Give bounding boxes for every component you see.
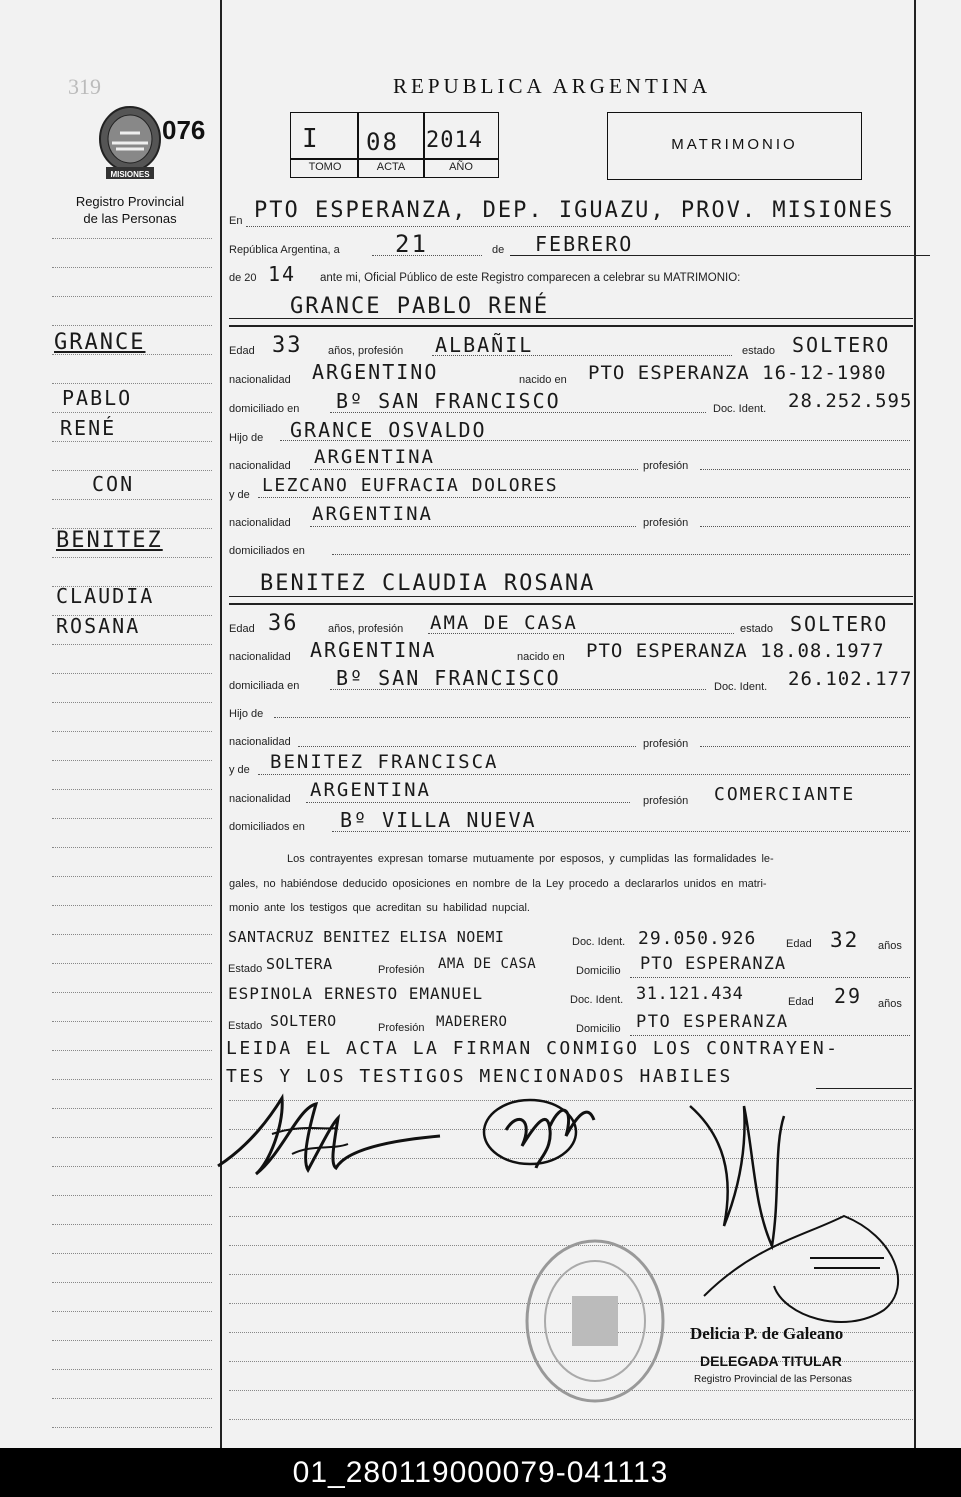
- margin-rule-line: [52, 847, 212, 848]
- bride-address-line: [330, 689, 706, 690]
- bride-father-prof-line: [700, 746, 910, 747]
- bride-mother-nat-line: [306, 802, 630, 803]
- groom-father-line: [280, 440, 910, 441]
- margin-rule-line: [52, 1224, 212, 1225]
- margin-rule-line: [52, 760, 212, 761]
- right-border: [914, 0, 916, 1448]
- margin-rule-line: [52, 557, 212, 558]
- margin-rule-line: [52, 702, 212, 703]
- witness1-profesion-label: Profesión: [378, 964, 425, 976]
- margin-rule-line: [52, 963, 212, 964]
- intro-text: ante mi, Oficial Público de este Registro comparecen a celebrar su MATRIMONIO:: [320, 272, 741, 284]
- margin-rule-line: [52, 441, 212, 442]
- margin-rule-line: [52, 1050, 212, 1051]
- official-seal-icon: [520, 1236, 670, 1406]
- bride-mother-prof-label: profesión: [643, 795, 689, 807]
- witness2-domicile: PTO ESPERANZA: [636, 1012, 789, 1032]
- acta-label: ACTA: [376, 161, 406, 173]
- margin-con: CON: [92, 472, 135, 496]
- bride-father-nat-label: nacionalidad: [229, 736, 291, 748]
- corner-mark: 319: [68, 74, 101, 99]
- witness1-domicile-line: [630, 977, 910, 978]
- bride-name: BENITEZ CLAUDIA ROSANA: [260, 571, 596, 596]
- groom-mother: LEZCANO EUFRACIA DOLORES: [262, 475, 559, 496]
- margin-rule-line: [52, 992, 212, 993]
- margin-rule-line: [52, 1282, 212, 1283]
- groom-nationality: ARGENTINO: [312, 360, 439, 384]
- groom-mother-nat-line: [310, 526, 636, 527]
- tomo-value: I: [302, 124, 320, 154]
- box-label-divider: [290, 158, 499, 160]
- bride-nationality: ARGENTINA: [310, 638, 437, 662]
- bride-domiciliada-label: domiciliada en: [229, 680, 300, 692]
- bride-mother-nat-label: nacionalidad: [229, 793, 291, 805]
- bride-mother-line: [258, 774, 910, 775]
- margin-rule-line: [52, 499, 212, 500]
- witness2-domicilio-label: Domicilio: [576, 1023, 621, 1035]
- margin-divider: [220, 0, 222, 1448]
- witness2-domicile-line: [630, 1035, 910, 1036]
- groom-domiciliados-label: domiciliados en: [229, 545, 305, 557]
- bride-father-line: [274, 717, 910, 718]
- province-seal: [96, 103, 164, 183]
- groom-nacido-label: nacido en: [519, 374, 567, 386]
- year-suffix: 14: [268, 262, 297, 286]
- registry-name-line1: Registro Provincial: [75, 194, 185, 209]
- ano-value: 2014: [426, 128, 483, 153]
- margin-bride-name2: ROSANA: [56, 614, 141, 638]
- groom-doc: 28.252.595: [788, 390, 913, 412]
- bride-edad-label: Edad: [229, 623, 255, 635]
- witness1-edad-label: Edad: [786, 938, 812, 950]
- margin-rule-line: [52, 325, 212, 326]
- month-value: FEBRERO: [535, 232, 634, 256]
- groom-edad-label: Edad: [229, 345, 255, 357]
- registry-name: [40, 193, 220, 227]
- country-title: REPUBLICA ARGENTINA: [393, 74, 712, 98]
- bride-mother-profession: COMERCIANTE: [714, 784, 856, 805]
- place-value: PTO ESPERANZA, DEP. IGUAZU, PROV. MISIONES: [254, 198, 895, 223]
- ano-label: AÑO: [449, 161, 473, 173]
- signature-witness-icon: [684, 1096, 914, 1336]
- margin-rule-line: [52, 383, 212, 384]
- groom-domiciliado-label: domiciliado en: [229, 403, 300, 415]
- bride-nacionalidad-label: nacionalidad: [229, 651, 291, 663]
- witness2-name: ESPINOLA ERNESTO EMANUEL: [228, 984, 484, 1003]
- margin-rule-line: [52, 644, 212, 645]
- groom-doc-label: Doc. Ident.: [713, 403, 767, 415]
- witness1-profession: AMA DE CASA: [438, 956, 537, 972]
- margin-rule-line: [52, 1195, 212, 1196]
- witness2-edad-label: Edad: [788, 996, 814, 1008]
- place-line: [246, 226, 910, 227]
- bride-estado: SOLTERO: [790, 612, 889, 636]
- bride-father-prof-label: profesión: [643, 738, 689, 750]
- declaration-line3: monio ante los testigos que acreditan su habilidad nupcial.: [229, 902, 530, 914]
- bride-birth: PTO ESPERANZA 18.08.1977: [586, 640, 885, 662]
- tomo-label: TOMO: [308, 161, 342, 173]
- bride-estado-label: estado: [740, 623, 774, 635]
- margin-groom-name2: RENÉ: [60, 416, 117, 440]
- groom-mother-prof-label: profesión: [643, 517, 689, 529]
- margin-rule-line: [52, 1079, 212, 1080]
- margin-rule-line: [52, 1427, 212, 1428]
- closing-line2: TES Y LOS TESTIGOS MENCIONADOS HABILES: [226, 1066, 733, 1087]
- witness2-estado: SOLTERO: [270, 1012, 337, 1030]
- witness1-anos-label: años: [878, 940, 902, 952]
- groom-section-rule: [229, 325, 913, 327]
- margin-rule-line: [52, 1253, 212, 1254]
- year-prefix: de 20: [229, 272, 257, 284]
- margin-rule-line: [52, 470, 212, 471]
- groom-mother-prof-line: [700, 526, 910, 527]
- groom-profession-line: [432, 355, 732, 356]
- groom-mother-line: [258, 497, 910, 498]
- de-label: de: [492, 244, 505, 256]
- bride-domicile-line: [332, 831, 910, 832]
- official-office: Registro Provincial de las Personas: [694, 1374, 852, 1385]
- witness2-doc: 31.121.434: [636, 984, 744, 1004]
- signature-bride-icon: [478, 1090, 608, 1175]
- margin-rule-line: [52, 412, 212, 413]
- bride-section-rule: [229, 603, 913, 605]
- record-type: MATRIMONIO: [671, 136, 798, 153]
- groom-estado: SOLTERO: [792, 333, 891, 357]
- seal-icon: [96, 103, 164, 183]
- margin-rule-line: [52, 1340, 212, 1341]
- bride-profesion-label: años, profesión: [328, 623, 404, 635]
- groom-father-nat-label: nacionalidad: [229, 460, 291, 472]
- bride-father-nat-line: [298, 746, 636, 747]
- official-name: Delicia P. de Galeano: [690, 1324, 844, 1343]
- bride-doc-label: Doc. Ident.: [714, 681, 768, 693]
- margin-rule-line: [52, 1108, 212, 1109]
- groom-profession: ALBAÑIL: [435, 333, 534, 357]
- witness1-domicile: PTO ESPERANZA: [640, 954, 787, 974]
- groom-yde-label: y de: [229, 489, 250, 501]
- groom-estado-label: estado: [742, 345, 776, 357]
- bride-address: Bº SAN FRANCISCO: [336, 666, 561, 690]
- groom-profesion-label: años, profesión: [328, 345, 404, 357]
- bride-profession: AMA DE CASA: [430, 612, 578, 634]
- margin-groom-surname: GRANCE: [54, 330, 146, 355]
- margin-rule-line: [52, 818, 212, 819]
- body-rule-line: [229, 1419, 913, 1420]
- witness2-profesion-label: Profesión: [378, 1022, 425, 1034]
- groom-age: 33: [272, 333, 303, 358]
- margin-rule-line: [52, 876, 212, 877]
- witness1-name: SANTACRUZ BENITEZ ELISA NOEMI: [228, 928, 505, 946]
- bride-domiciliados-label: domiciliados en: [229, 821, 305, 833]
- groom-mother-nationality: ARGENTINA: [312, 503, 433, 525]
- witness2-profession: MADERERO: [436, 1014, 508, 1030]
- bride-yde-label: y de: [229, 764, 250, 776]
- bride-mother: BENITEZ FRANCISCA: [270, 751, 499, 773]
- witness1-estado-label: Estado: [228, 963, 263, 975]
- acta-value: 08: [366, 128, 399, 156]
- margin-rule-line: [52, 238, 212, 239]
- witness2-anos-label: años: [878, 998, 902, 1010]
- bride-name-line: [229, 596, 913, 597]
- groom-father-nat-line: [310, 469, 638, 470]
- declaration-line2: gales, no habiéndose deducido oposiciones en nombre de la Ley procedo a declararlos unidos en matri-: [229, 878, 767, 890]
- margin-rule-line: [52, 1137, 212, 1138]
- closing-line-end: [816, 1088, 912, 1089]
- registry-number: 076: [162, 115, 206, 145]
- margin-rule-line: [52, 905, 212, 906]
- republic-label: República Argentina, a: [229, 244, 340, 256]
- groom-domiciliados-line: [332, 554, 910, 555]
- witness2-age: 29: [834, 984, 863, 1008]
- official-title: DELEGADA TITULAR: [700, 1353, 842, 1369]
- margin-rule-line: [52, 673, 212, 674]
- bride-profession-line: [428, 633, 734, 634]
- witness1-doc: 29.050.926: [638, 928, 757, 949]
- signature-groom-icon: [212, 1084, 452, 1184]
- closing-line1: LEIDA EL ACTA LA FIRMAN CONMIGO LOS CONTRAYEN-: [226, 1038, 840, 1059]
- witness1-age: 32: [830, 928, 860, 952]
- margin-rule-line: [52, 1369, 212, 1370]
- groom-father-nationality: ARGENTINA: [314, 446, 435, 468]
- margin-bride-name1: CLAUDIA: [56, 584, 155, 608]
- groom-mother-nat-label: nacionalidad: [229, 517, 291, 529]
- margin-rule-line: [52, 1311, 212, 1312]
- margin-rule-line: [52, 934, 212, 935]
- groom-name: GRANCE PABLO RENÉ: [290, 294, 550, 319]
- bride-age: 36: [268, 611, 299, 636]
- groom-father-prof-line: [700, 469, 910, 470]
- groom-birth: PTO ESPERANZA 16-12-1980: [588, 362, 887, 384]
- groom-nacionalidad-label: nacionalidad: [229, 374, 291, 386]
- bride-mother-nationality: ARGENTINA: [310, 779, 431, 801]
- groom-address-line: [330, 412, 706, 413]
- margin-rule-line: [52, 1166, 212, 1167]
- bride-domicile: Bº VILLA NUEVA: [340, 808, 537, 832]
- witness1-estado: SOLTERA: [266, 955, 333, 973]
- declaration-line1: Los contrayentes expresan tomarse mutuamente por esposos, y cumplidas las formalidades le-: [287, 853, 774, 865]
- margin-rule-line: [52, 1021, 212, 1022]
- bride-doc: 26.102.177: [788, 668, 913, 690]
- margin-rule-line: [52, 789, 212, 790]
- registry-name-line2: de las Personas: [83, 211, 177, 226]
- margin-bride-surname: BENITEZ: [56, 528, 163, 553]
- groom-address: Bº SAN FRANCISCO: [336, 389, 561, 413]
- groom-father-prof-label: profesión: [643, 460, 689, 472]
- margin-rule-line: [52, 267, 212, 268]
- bride-hijo-label: Hijo de: [229, 708, 264, 720]
- witness1-domicilio-label: Domicilio: [576, 965, 621, 977]
- margin-rule-line: [52, 1398, 212, 1399]
- margin-rule-line: [52, 296, 212, 297]
- bride-nacido-label: nacido en: [517, 651, 565, 663]
- groom-hijo-label: Hijo de: [229, 432, 264, 444]
- seal-label: MISIONES: [110, 170, 150, 179]
- margin-rule-line: [52, 731, 212, 732]
- witness2-doc-label: Doc. Ident.: [570, 994, 624, 1006]
- groom-father: GRANCE OSVALDO: [290, 418, 487, 442]
- margin-groom-name1: PABLO: [62, 386, 133, 410]
- en-label: En: [229, 215, 243, 227]
- day-value: 21: [395, 230, 428, 258]
- document-footer-code: 01_280119000079-041113: [0, 1448, 961, 1497]
- witness1-doc-label: Doc. Ident.: [572, 936, 626, 948]
- witness2-estado-label: Estado: [228, 1020, 263, 1032]
